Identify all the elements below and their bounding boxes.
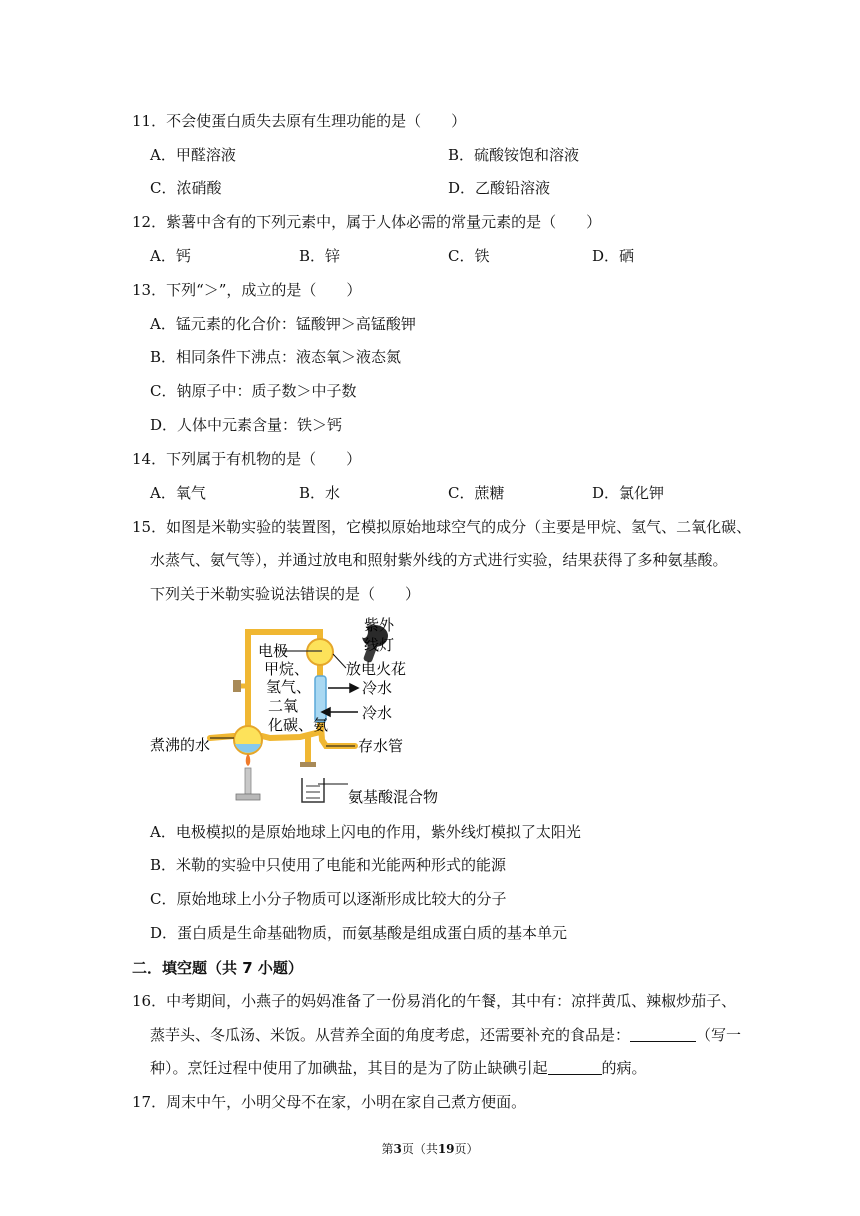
question-13-option-a: A．锰元素的化合价：锰酸钾＞高锰酸钾 bbox=[150, 315, 416, 333]
spark-flask bbox=[307, 639, 333, 665]
question-16-line-2 bbox=[150, 1025, 741, 1045]
question-11-option-d: D．乙酸铅溶液 bbox=[448, 179, 551, 197]
question-17-stem: 17．周末中午，小明父母不在家，小明在家自己煮方便面。 bbox=[132, 1093, 527, 1111]
question-15-stem-line-2: 水蒸气、氨气等），并通过放电和照射紫外线的方式进行实验，结果获得了多种氨基酸。 bbox=[150, 551, 728, 569]
question-14-option-d: D．氯化钾 bbox=[592, 484, 665, 502]
question-12-option-a: A．钙 bbox=[150, 247, 191, 265]
label-gas-4: 化碳、氨 bbox=[268, 716, 329, 734]
question-11-option-a: A．甲醛溶液 bbox=[150, 146, 236, 164]
question-12-option-d: D．硒 bbox=[592, 247, 635, 265]
question-14-option-a: A．氧气 bbox=[150, 484, 206, 502]
footer-mid: 页（共 bbox=[401, 1142, 438, 1156]
question-16-line-2-tail: （写一 bbox=[696, 1026, 742, 1044]
question-16-line-3 bbox=[150, 1058, 647, 1078]
footer-page-number: 3 bbox=[393, 1142, 402, 1156]
question-15-stem-line-3: 下列关于米勒实验说法错误的是（ ） bbox=[150, 585, 421, 603]
question-15-option-c: C．原始地球上小分子物质可以逐渐形成比较大的分子 bbox=[150, 890, 507, 908]
label-electrode: 电极 bbox=[258, 642, 289, 660]
label-gas-1: 甲烷、 bbox=[264, 660, 310, 678]
label-gas-3: 二氧 bbox=[268, 697, 299, 715]
question-12-option-c: C．铁 bbox=[448, 247, 490, 265]
question-16-line-1: 16．中考期间，小燕子的妈妈准备了一份易消化的午餐，其中有：凉拌黄瓜、辣椒炒茄子、 bbox=[132, 992, 737, 1010]
question-15-option-a: A．电极模拟的是原始地球上闪电的作用，紫外线灯模拟了太阳光 bbox=[150, 823, 581, 841]
label-storage-tube: 存水管 bbox=[358, 737, 404, 755]
question-13-option-c: C．钠原子中：质子数＞中子数 bbox=[150, 382, 357, 400]
label-gas-2: 氢气、 bbox=[266, 678, 312, 696]
question-16-line-3-text: 种）。烹饪过程中使用了加碘盐，其目的是为了防止缺碘引起 bbox=[150, 1059, 548, 1077]
footer-post: 页） bbox=[454, 1142, 479, 1156]
section-2-title: 二．填空题（共 7 小题） bbox=[132, 959, 303, 977]
footer-pre: 第 bbox=[381, 1142, 394, 1156]
question-13-stem: 13．下列“＞”，成立的是（ ） bbox=[132, 281, 362, 299]
question-11-stem: 11．不会使蛋白质失去原有生理功能的是（ ） bbox=[132, 112, 467, 130]
answer-blank-1[interactable] bbox=[630, 1025, 696, 1042]
question-15-option-d: D．蛋白质是生命基础物质，而氨基酸是组成蛋白质的基本单元 bbox=[150, 924, 568, 942]
gas-valve bbox=[233, 680, 246, 692]
beaker bbox=[302, 778, 324, 802]
question-16-line-3-tail: 的病。 bbox=[601, 1059, 647, 1077]
question-13-option-b: B．相同条件下沸点：液态氧＞液态氮 bbox=[150, 348, 402, 366]
burner bbox=[236, 754, 260, 800]
answer-blank-2[interactable] bbox=[548, 1058, 602, 1075]
question-11-option-c: C．浓硝酸 bbox=[150, 179, 222, 197]
question-12-stem: 12．紫薯中含有的下列元素中，属于人体必需的常量元素的是（ ） bbox=[132, 213, 602, 231]
question-16-line-2-text: 蒸芋头、冬瓜汤、米饭。从营养全面的角度考虑，还需要补充的食品是： bbox=[150, 1026, 631, 1044]
footer-total-pages: 19 bbox=[437, 1142, 455, 1156]
miller-experiment-diagram bbox=[150, 612, 460, 812]
question-14-option-b: B．水 bbox=[299, 484, 341, 502]
label-uv-lamp-1: 紫外 bbox=[364, 616, 395, 634]
question-11-option-b: B．硫酸铵饱和溶液 bbox=[448, 146, 580, 164]
label-uv-lamp-2: 线灯 bbox=[364, 636, 395, 654]
question-12-option-b: B．锌 bbox=[299, 247, 341, 265]
question-14-stem: 14．下列属于有机物的是（ ） bbox=[132, 450, 362, 468]
question-13-option-d: D．人体中元素含量：铁＞钙 bbox=[150, 416, 343, 434]
label-cold-water-1: 冷水 bbox=[362, 679, 393, 697]
storage-tube-valve bbox=[300, 762, 316, 767]
question-14-option-c: C．蔗糖 bbox=[448, 484, 505, 502]
label-spark: 放电火花 bbox=[346, 660, 407, 678]
page-footer bbox=[0, 1140, 860, 1157]
label-boiling-water: 煮沸的水 bbox=[150, 736, 211, 754]
label-cold-water-2: 冷水 bbox=[362, 704, 393, 722]
question-15-option-b: B．米勒的实验中只使用了电能和光能两种形式的能源 bbox=[150, 856, 507, 874]
label-amino-mix: 氨基酸混合物 bbox=[348, 788, 439, 806]
question-15-stem-line-1: 15．如图是米勒实验的装置图，它模拟原始地球空气的成分（主要是甲烷、氢气、二氧化碳、 bbox=[132, 518, 752, 536]
